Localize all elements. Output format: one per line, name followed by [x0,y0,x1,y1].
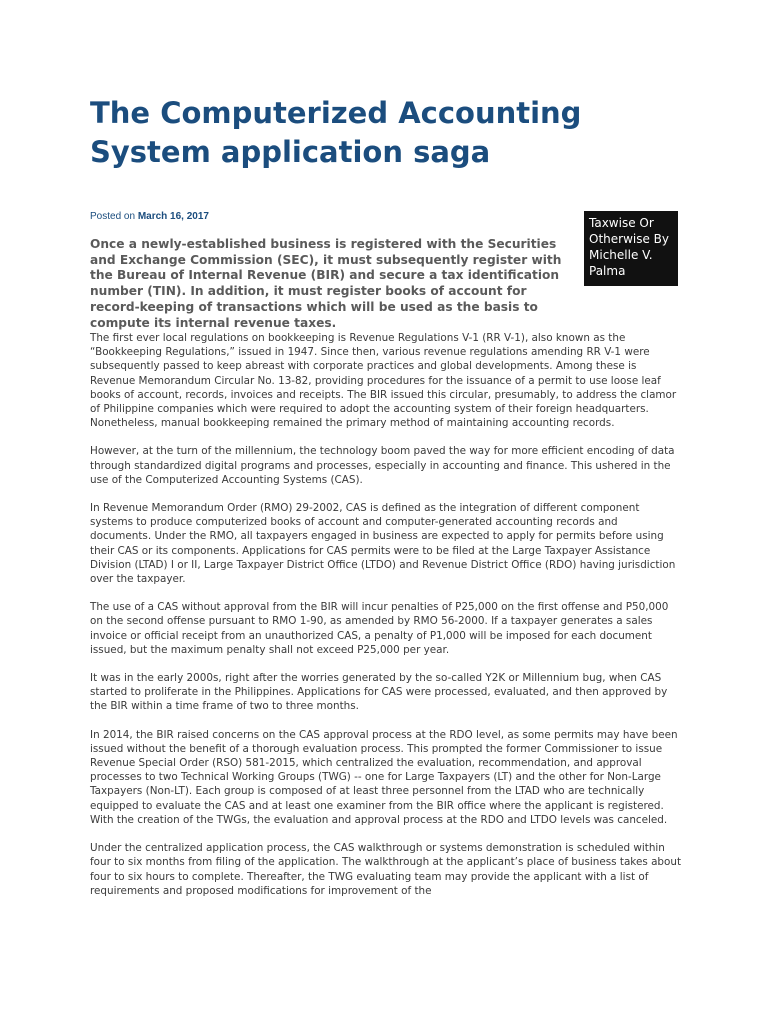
body-paragraph: In 2014, the BIR raised concerns on the CAS approval process at the RDO level, as some permits may have been issued without the benefit of a thorough evaluation process. This prompted the former Commissioner to issue Revenue Special Order (RSO) 581-2015, which centralized the evaluation, recommendation, and approval processes to two Technical Working Groups (TWG) -- one for Large Taxpayers (LT) and the other for Non-Large Taxpayers (Non-LT). Each group is composed of at least three personnel from the LTAD who are technically equipped to evaluate the CAS and at least one examiner from the BIR office where the applicant is registered. With the creation of the TWGs, the evaluation and approval process at the RDO and LTDO levels was canceled. [90,728,678,826]
body-paragraph: Under the centralized application process, the CAS walkthrough or systems demonstration is scheduled within four to six months from filing of the application. The walkthrough at the applicant’s place of business takes about four to six hours to complete. Thereafter, the TWG evaluating team may provide the applicant with a list of requirements and proposed modifications for improvement of the [90,842,682,897]
body-paragraph: It was in the early 2000s, right after the worries generated by the so-called Y2K or Millennium bug, when CAS started to proliferate in the Philippines. Applications for CAS were processed, evaluated, and then approved by the BIR within a time frame of two to three months. [90,672,668,713]
body-paragraph: However, at the turn of the millennium, the technology boom paved the way for more efficient encoding of data through standardized digital programs and processes, especially in accounting and finance. This ushered in the use of the Computerized Accounting Systems (CAS). [90,445,675,486]
posted-on [90,211,209,222]
body-paragraph: In Revenue Memorandum Order (RMO) 29-2002, CAS is defined as the integration of different component systems to produce computerized books of account and computer-generated accounting records and documents. Under the RMO, all taxpayers engaged in business are expected to apply for permits before using their CAS or its components. Applications for CAS permits were to be filed at the Large Taxpayer Assistance Division (LTAD) I or II, Large Taxpayer District Office (LTDO) and Revenue District Office (RDO) having jurisdiction over the taxpayer. [90,502,676,586]
byline-box: Taxwise Or Otherwise By Michelle V. Palma [584,211,678,286]
lead-paragraph: Once a newly-established business is registered with the Securities and Exchange Commission (SEC), it must subsequently register with the Bureau of Internal Revenue (BIR) and secure a tax identification number (TIN). In addition, it must register books of account for record-keeping of transactions which will be used as the basis to compute its internal revenue taxes. [90,237,562,330]
article-body [90,331,682,912]
posted-label: Posted on [90,211,136,222]
posted-date[interactable]: March 16, 2017 [137,211,209,222]
article-title: The Computerized Accounting System application saga [90,96,582,169]
body-paragraph: The use of a CAS without approval from the BIR will incur penalties of P25,000 on the first offense and P50,000 on the second offense pursuant to RMO 1-90, as amended by RMO 56-2000. If a taxpayer generates a sales invoice or official receipt from an unauthorized CAS, a penalty of P1,000 will be imposed for each document issued, but the maximum penalty shall not exceed P25,000 per year. [90,601,669,656]
body-paragraph: The first ever local regulations on bookkeeping is Revenue Regulations V-1 (RR V-1), also known as the “Bookkeeping Regulations,” issued in 1947. Since then, various revenue regulations amending RR V-1 were subsequently passed to keep abreast with corporate practices and global developments. Among these is Revenue Memorandum Circular No. 13-82, providing procedures for the issuance of a permit to use loose leaf books of account, records, invoices and receipts. The BIR issued this circular, presumably, to address the clamor of Philippine companies which were required to adopt the accounting system of their foreign headquarters. Nonetheless, manual bookkeeping remained the primary method of maintaining accounting records. [90,332,677,430]
